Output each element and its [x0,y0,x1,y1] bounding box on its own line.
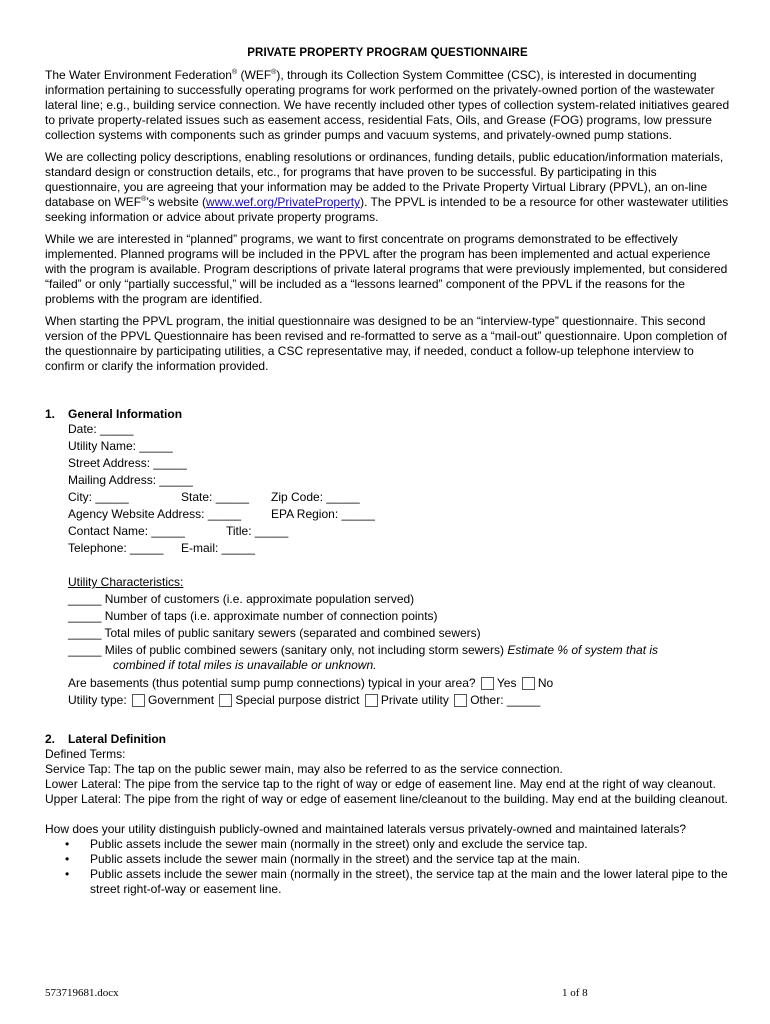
intro-paragraph-2: We are collecting policy descriptions, enabling resolutions or ordinances, funding details, public education/information materials, standard design or construction details, etc., for programs that have proven to be successful. By participating in this questionnaire, you are agreeing that your information may be added to the Private Property Virtual Library (PPVL), an on-line database on WEF®’s website (www.wef.org/PrivateProperty). The PPVL is intended to be a resource for other wastewater utilities seeking information or advice about private property programs. [45,150,729,224]
state-field[interactable]: State: _____ [181,490,250,504]
yes-label: Yes [496,676,517,690]
street-address-field[interactable]: Street Address: _____ [68,456,187,470]
customers-field[interactable]: _____ Number of customers (i.e. approximate population served) [68,592,415,606]
footer-page-number: 1 of 8 [562,987,588,999]
agency-website-field[interactable]: Agency Website Address: _____ [68,507,242,521]
no-checkbox[interactable] [522,677,535,690]
list-item: • Public assets include the sewer main (normally in the street) only and exclude the service tap. [90,837,730,852]
taps-field[interactable]: _____ Number of taps (i.e. approximate number of connection points) [68,609,438,623]
city-state-zip-row [68,490,730,507]
defined-terms-label: Defined Terms: [45,747,126,761]
city-field[interactable]: City: _____ [68,490,129,504]
epa-region-field[interactable]: EPA Region: _____ [271,507,375,521]
upper-lateral-definition: Upper Lateral: The pipe from the right of way or edge of easement line/cleanout to the building. May end at the building cleanout. [45,792,728,806]
service-tap-definition: Service Tap: The tap on the public sewer main, may also be referred to as the service connection. [45,762,563,776]
footer-filename: 573719681.docx [45,987,119,999]
ownership-question: How does your utility distinguish publicly-owned and maintained laterals versus privately-owned and maintained laterals? [45,822,687,836]
intro-paragraph-3: While we are interested in “planned” programs, we want to first concentrate on programs demonstrated to be effectively implemented. Planned programs will be included in the PPVL after the program has been implemented and actual experience with the program is available. Program descriptions of private lateral programs that were previously implemented, but considered “failed” or only “partially successful,” will be included as a “lessons learned” component of the PPVL if the reasons for the problems with the program are identified. [45,232,728,306]
government-checkbox[interactable] [132,694,145,707]
intro-paragraph-4: When starting the PPVL program, the initial questionnaire was designed to be an “interview-type” questionnaire. This second version of the PPVL Questionnaire has been revised and re-formatted to serve as a “mail-out” questionnaire. Upon completion of the questionnaire by participating utilities, a CSC representative may, if needed, conduct a follow-up telephone interview to confirm or clarify the information provided. [45,314,727,373]
list-item: • Public assets include the sewer main (normally in the street), the service tap at the main and the lower lateral pipe to the street right-of-way or easement line. [90,867,730,897]
utility-characteristics-heading: Utility Characteristics: [68,575,184,589]
telephone-email-row [68,541,730,558]
ownership-options [45,837,730,897]
yes-checkbox[interactable] [481,677,494,690]
private-utility-checkbox[interactable] [365,694,378,707]
government-label: Government [148,693,215,707]
private-utility-label: Private utility [380,693,449,707]
other-checkbox[interactable] [454,694,467,707]
document-title: PRIVATE PROPERTY PROGRAM QUESTIONNAIRE [247,47,528,59]
basements-question: Are basements (thus potential sump pump connections) typical in your area? Yes No [68,676,554,690]
section-1-heading: 1. General Information [45,407,183,421]
lower-lateral-definition: Lower Lateral: The pipe from the service tap to the right of way or edge of easement line. May end at the right of way cleanout. [45,777,716,791]
title-field[interactable]: Title: _____ [226,524,289,538]
special-purpose-district-checkbox[interactable] [219,694,232,707]
special-purpose-district-label: Special purpose district [235,693,360,707]
utility-name-field[interactable]: Utility Name: _____ [68,439,173,453]
telephone-field[interactable]: Telephone: _____ [68,541,164,555]
mailing-address-field[interactable]: Mailing Address: _____ [68,473,193,487]
zip-code-field[interactable]: Zip Code: _____ [271,490,360,504]
contact-name-field[interactable]: Contact Name: _____ [68,524,185,538]
date-field[interactable]: Date: _____ [68,422,134,436]
list-item: • Public assets include the sewer main (normally in the street) and the service tap at the main. [90,852,730,867]
utility-type-label: Utility type: [68,693,127,707]
website-epa-row [68,507,730,524]
combined-sewers-field[interactable]: _____ Miles of public combined sewers (sanitary only, not including storm sewers) Estimate % of system that is [68,643,659,657]
email-field[interactable]: E-mail: _____ [181,541,256,555]
no-label: No [537,676,554,690]
combined-sewers-note: combined if total miles is unavailable or unknown. [113,658,377,672]
section-2-heading: 2. Lateral Definition [45,732,167,746]
utility-characteristics-list [45,592,730,710]
document-page [45,46,730,897]
intro-paragraph-1: The Water Environment Federation® (WEF®), through its Collection System Committee (CSC), is interested in documenting information pertaining to successfully operating programs for work performed on the privately-owned portion of the wastewater lateral line; e.g., building service connection. We have recently included other types of collection system-related initiatives geared to private property-related issues such as easement access, residential Fats, Oils, and Grease (FOG) programs, low pressure collection systems with components such as grinder pumps and vacuum systems, and privately-owned pump stations. [45,68,730,142]
ppvl-link[interactable]: www.wef.org/PrivateProperty [206,195,361,209]
utility-type-row [45,693,730,710]
contact-title-row [68,524,730,541]
other-field[interactable]: Other: _____ [470,693,541,707]
general-information-fields [45,422,730,592]
sanitary-sewers-field[interactable]: _____ Total miles of public sanitary sewers (separated and combined sewers) [68,626,481,640]
